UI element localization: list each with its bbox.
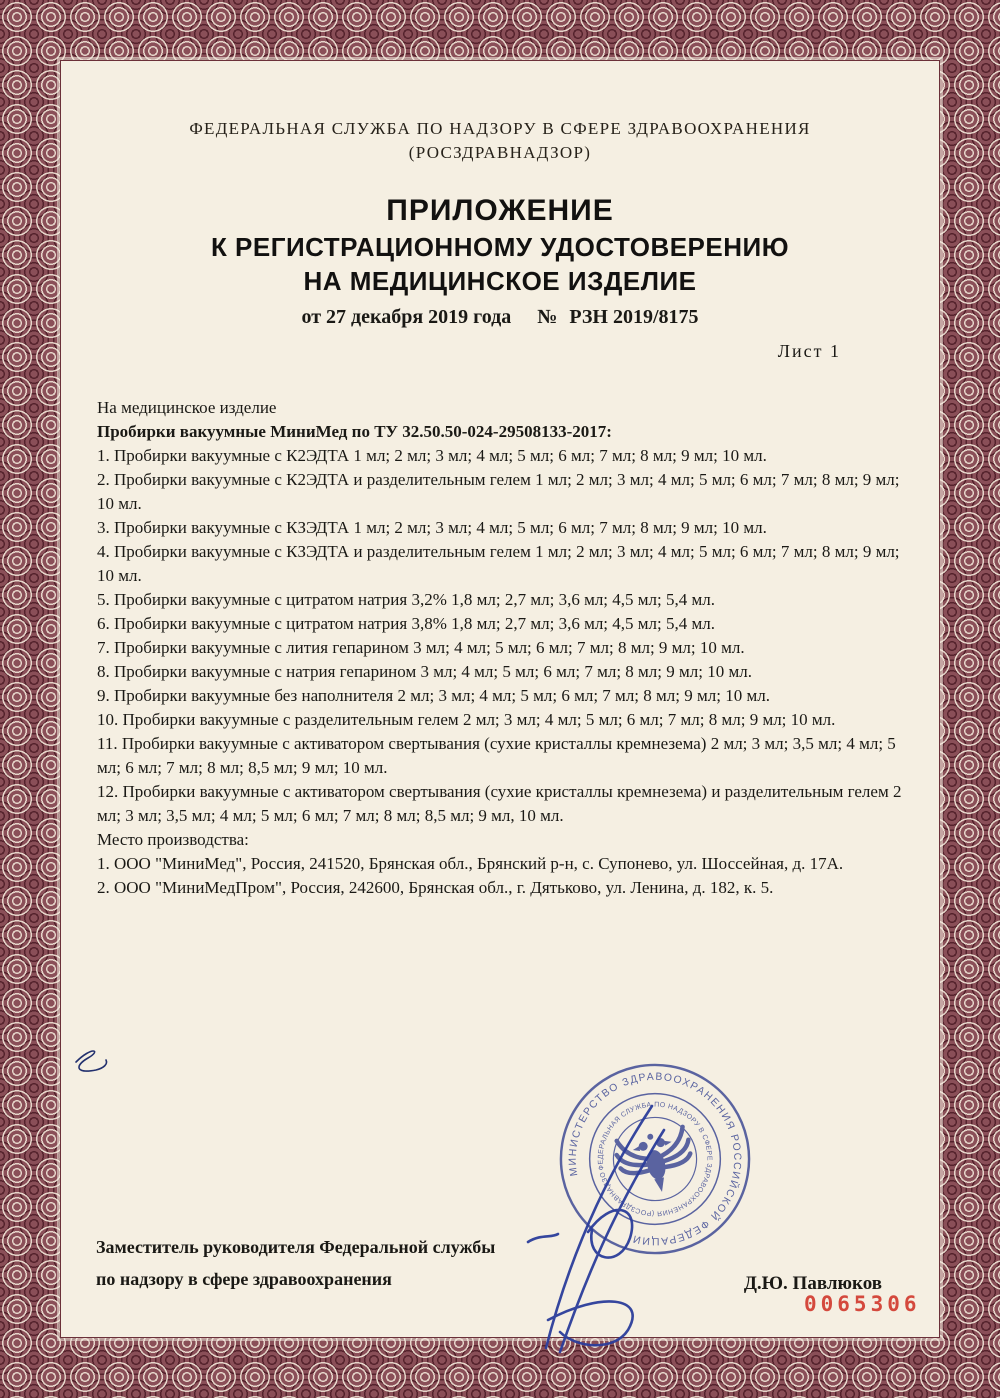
registration-meta (97, 306, 903, 329)
list-item: 7. Пробирки вакуумные с лития гепарином 3 мл; 4 мл; 5 мл; 6 мл; 7 мл; 8 мл; 9 мл; 10 мл. (97, 638, 745, 658)
list-item: 3. Пробирки вакуумные с КЗЭДТА 1 мл; 2 мл; 3 мл; 4 мл; 5 мл; 6 мл; 7 мл; 8 мл; 9 мл; 10 мл. (97, 518, 767, 538)
list-item: 9. Пробирки вакуумные без наполнителя 2 мл; 3 мл; 4 мл; 5 мл; 6 мл; 7 мл; 8 мл; 9 мл; 10 мл. (97, 686, 770, 706)
production-heading: Место производства: (97, 830, 249, 850)
agency-name-line1: ФЕДЕРАЛЬНАЯ СЛУЖБА ПО НАДЗОРУ В СФЕРЕ ЗДРАВООХРАНЕНИЯ (189, 119, 811, 138)
document-paper (60, 60, 940, 1338)
list-item: 10. Пробирки вакуумные с разделительным гелем 2 мл; 3 мл; 4 мл; 5 мл; 6 мл; 7 мл; 8 мл; 9 мл; 10 мл. (97, 710, 836, 730)
sheet-number: Лист 1 (777, 341, 841, 362)
stamp-inner-ring-text: ФЕДЕРАЛЬНАЯ СЛУЖБА ПО НАДЗОРУ В СФЕРЕ ЗДРАВООХРАНЕНИЯ (РОСЗДРАВНАДЗОР) (537, 1077, 713, 1217)
registration-number: РЗН 2019/8175 (569, 306, 699, 329)
signature-block (96, 1232, 908, 1295)
stamp-seal-icon (538, 1042, 773, 1277)
list-item: 1. Пробирки вакуумные с К2ЭДТА 1 мл; 2 мл; 3 мл; 4 мл; 5 мл; 6 мл; 7 мл; 8 мл; 9 мл; 10 мл. (97, 446, 767, 466)
list-item: 8. Пробирки вакуумные с натрия гепарином 3 мл; 4 мл; 5 мл; 6 мл; 7 мл; 8 мл; 9 мл; 10 мл. (97, 662, 752, 682)
title-line2: К РЕГИСТРАЦИОННОМУ УДОСТОВЕРЕНИЮ (210, 231, 790, 262)
production-site: 2. ООО "МиниМедПром", Россия, 242600, Брянская обл., г. Дятьково, ул. Ленина, д. 182, к. 5. (97, 878, 774, 898)
signatory-name: Д.Ю. Павлюков (743, 1273, 882, 1294)
list-item: 11. Пробирки вакуумные с активатором свертывания (сухие кристаллы кремнезема) 2 мл; 3 мл; 3,5 мл; 4 мл; 5 мл; 6 мл; 7 мл; 8 мл; 8,5 мл; 9 мл; 10 мл. (97, 734, 896, 778)
number-sign: № (537, 306, 558, 329)
agency-name-line2: (РОСЗДРАВНАДЗОР) (408, 142, 592, 162)
title-line3: НА МЕДИЦИНСКОЕ ИЗДЕЛИЕ (303, 265, 697, 296)
signatory-role-line1: Заместитель руководителя Федеральной службы (96, 1237, 496, 1257)
stamp-outer-ring-text: МИНИСТЕРСТВО ЗДРАВООХРАНЕНИЯ РОССИЙСКОЙ ФЕДЕРАЦИИ (567, 1071, 743, 1247)
official-stamp (538, 1042, 773, 1277)
intro-line: На медицинское изделие (97, 398, 277, 418)
signatory-role (96, 1232, 495, 1295)
list-item: 4. Пробирки вакуумные с КЗЭДТА и разделительным гелем 1 мл; 2 мл; 3 мл; 4 мл; 5 мл; 6 мл; 7 мл; 8 мл; 9 мл; 10 мл. (97, 542, 900, 586)
registration-date: от 27 декабря 2019 года (301, 306, 512, 329)
serial-number: 0065306 (804, 1292, 921, 1316)
document-body (97, 396, 903, 900)
document-title (97, 191, 903, 299)
title-line1: ПРИЛОЖЕНИЕ (386, 193, 614, 227)
issuing-agency (97, 117, 903, 165)
list-item: 12. Пробирки вакуумные с активатором свертывания (сухие кристаллы кремнезема) и разделительным гелем 2 мл; 3 мл; 3,5 мл; 4 мл; 5 мл; 6 мл; 7 мл; 8 мл; 8,5 мл; 9 мл, 10 мл. (97, 782, 902, 826)
list-item: 6. Пробирки вакуумные с цитратом натрия 3,8% 1,8 мл; 2,7 мл; 3,6 мл; 4,5 мл; 5,4 мл. (97, 614, 715, 634)
signatory-role-line2: по надзору в сфере здравоохранения (96, 1268, 392, 1289)
production-site: 1. ООО "МиниМед", Россия, 241520, Брянская обл., Брянский р-н, с. Супонево, ул. Шоссейная, д. 17А. (97, 854, 844, 874)
list-item: 2. Пробирки вакуумные с К2ЭДТА и разделительным гелем 1 мл; 2 мл; 3 мл; 4 мл; 5 мл; 6 мл; 7 мл; 8 мл; 9 мл; 10 мл. (97, 470, 900, 514)
list-item: 5. Пробирки вакуумные с цитратом натрия 3,2% 1,8 мл; 2,7 мл; 3,6 мл; 4,5 мл; 5,4 мл. (97, 590, 715, 610)
product-heading: Пробирки вакуумные МиниМед по ТУ 32.50.50-024-29508133-2017: (97, 422, 612, 442)
